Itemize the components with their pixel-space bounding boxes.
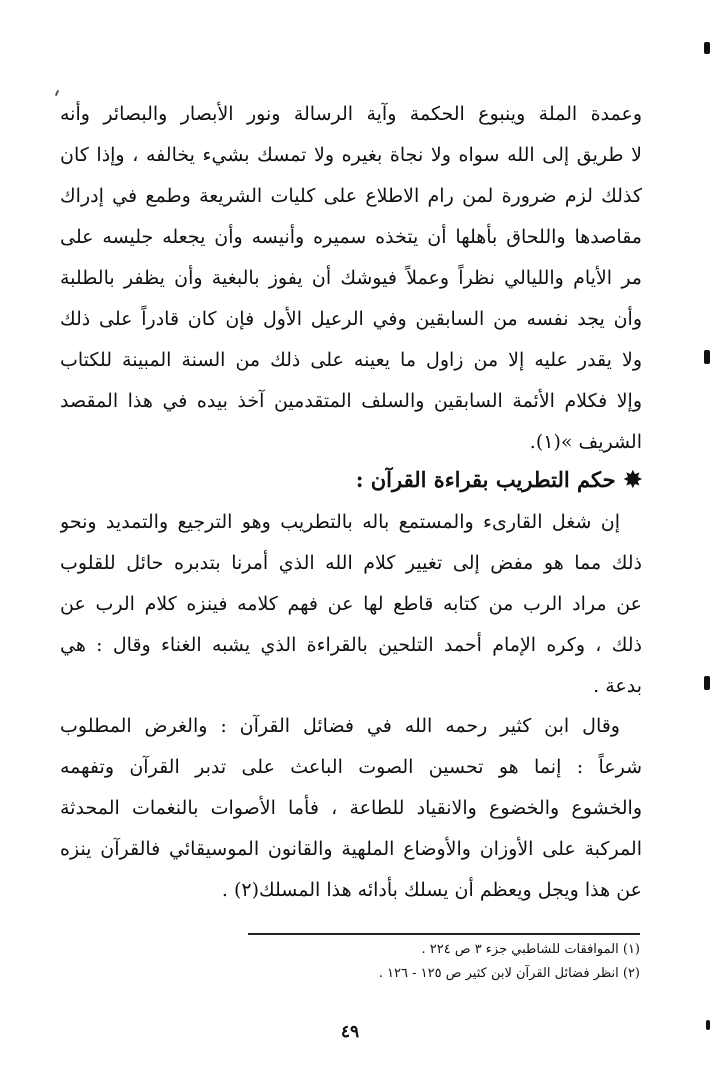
- text-line: عن مراد الرب من كتابه قاطع لها عن فهم كلامه فينزه كلام الرب عن: [60, 593, 642, 615]
- footnotes: [160, 938, 640, 986]
- text-line: ذلك ، وكره الإمام أحمد التلحين بالقراءة الذي يشبه الغناء وقال : هي: [60, 634, 642, 656]
- margin-tick-mark: [55, 90, 59, 96]
- section-heading: [60, 462, 642, 498]
- text-line: ذلك مما هو مفض إلى تغيير كلام الله الذي أمرنا بتدبره حائل للقلوب: [60, 552, 642, 574]
- text-line: وقال ابن كثير رحمه الله في فضائل القرآن : والغرض المطلوب: [60, 715, 620, 737]
- text-line: الشريف »(١).: [529, 431, 642, 453]
- text-line: وعمدة الملة وينبوع الحكمة وآية الرسالة ونور الأبصار والبصائر وأنه: [60, 103, 642, 125]
- scan-edge-mark: [706, 1020, 710, 1030]
- footnote-1: (١) الموافقات للشاطبي جزء ٣ ص ٢٢٤ .: [421, 942, 640, 957]
- text-line: المركبة على الأوزان والأوضاع الملهية والقانون الموسيقائي فالقرآن ينزه: [60, 838, 642, 860]
- scan-edge-mark: [704, 42, 710, 54]
- scan-edge-mark: [704, 350, 710, 364]
- text-line: إن شغل القارىء والمستمع باله بالتطريب وهو الترجيع والتمديد ونحو: [60, 511, 620, 533]
- scan-edge-mark: [704, 676, 710, 690]
- paragraph-2: [60, 502, 642, 707]
- footnote-2: (٢) انظر فضائل القرآن لابن كثير ص ١٢٥ - ١٢٦ .: [378, 966, 640, 981]
- text-line: عن هذا ويجل ويعظم أن يسلك بأدائه هذا المسلك(٢) .: [221, 879, 642, 901]
- footnote-divider: [248, 933, 640, 935]
- text-line: وإلا فكلام الأئمة السابقين والسلف المتقدمين آخذ بيده في هذا المقصد: [60, 390, 642, 412]
- text-line: لا طريق إلى الله سواه ولا نجاة بغيره ولا تمسك بشيء يخالفه ، وإذا كان: [60, 144, 642, 166]
- text-line: بدعة .: [593, 675, 642, 697]
- text-line: ولا يقدر عليه إلا من زاول ما يعينه على ذلك من السنة المبينة للكتاب: [60, 349, 642, 371]
- star-ornament-icon: ✸: [623, 467, 642, 493]
- text-line: والخشوع والخضوع والانقياد للطاعة ، فأما الأصوات بالنغمات المحدثة: [60, 797, 642, 819]
- text-line: شرعاً : إنما هو تحسين الصوت الباعث على تدبر القرآن وتفهمه: [60, 756, 642, 778]
- text-line: مر الأيام والليالي نظراً وعملاً فيوشك أن يفوز بالبغية وأن يظفر بالطلبة: [60, 267, 642, 289]
- paragraph-3: [60, 706, 642, 911]
- text-line: مقاصدها واللحاق بأهلها أن يتخذه سميره وأنيسه وأن يجعله جليسه على: [60, 226, 642, 248]
- section-heading-text: حكم التطريب بقراءة القرآن :: [355, 467, 616, 492]
- paragraph-1: [60, 94, 642, 463]
- text-line: كذلك لزم ضرورة لمن رام الاطلاع على كليات الشريعة وطمع في إدراك: [60, 185, 642, 207]
- text-line: وأن يجد نفسه من السابقين وفي الرعيل الأول فإن كان قادراً على ذلك: [60, 308, 642, 330]
- page-number: ٤٩: [340, 1022, 360, 1042]
